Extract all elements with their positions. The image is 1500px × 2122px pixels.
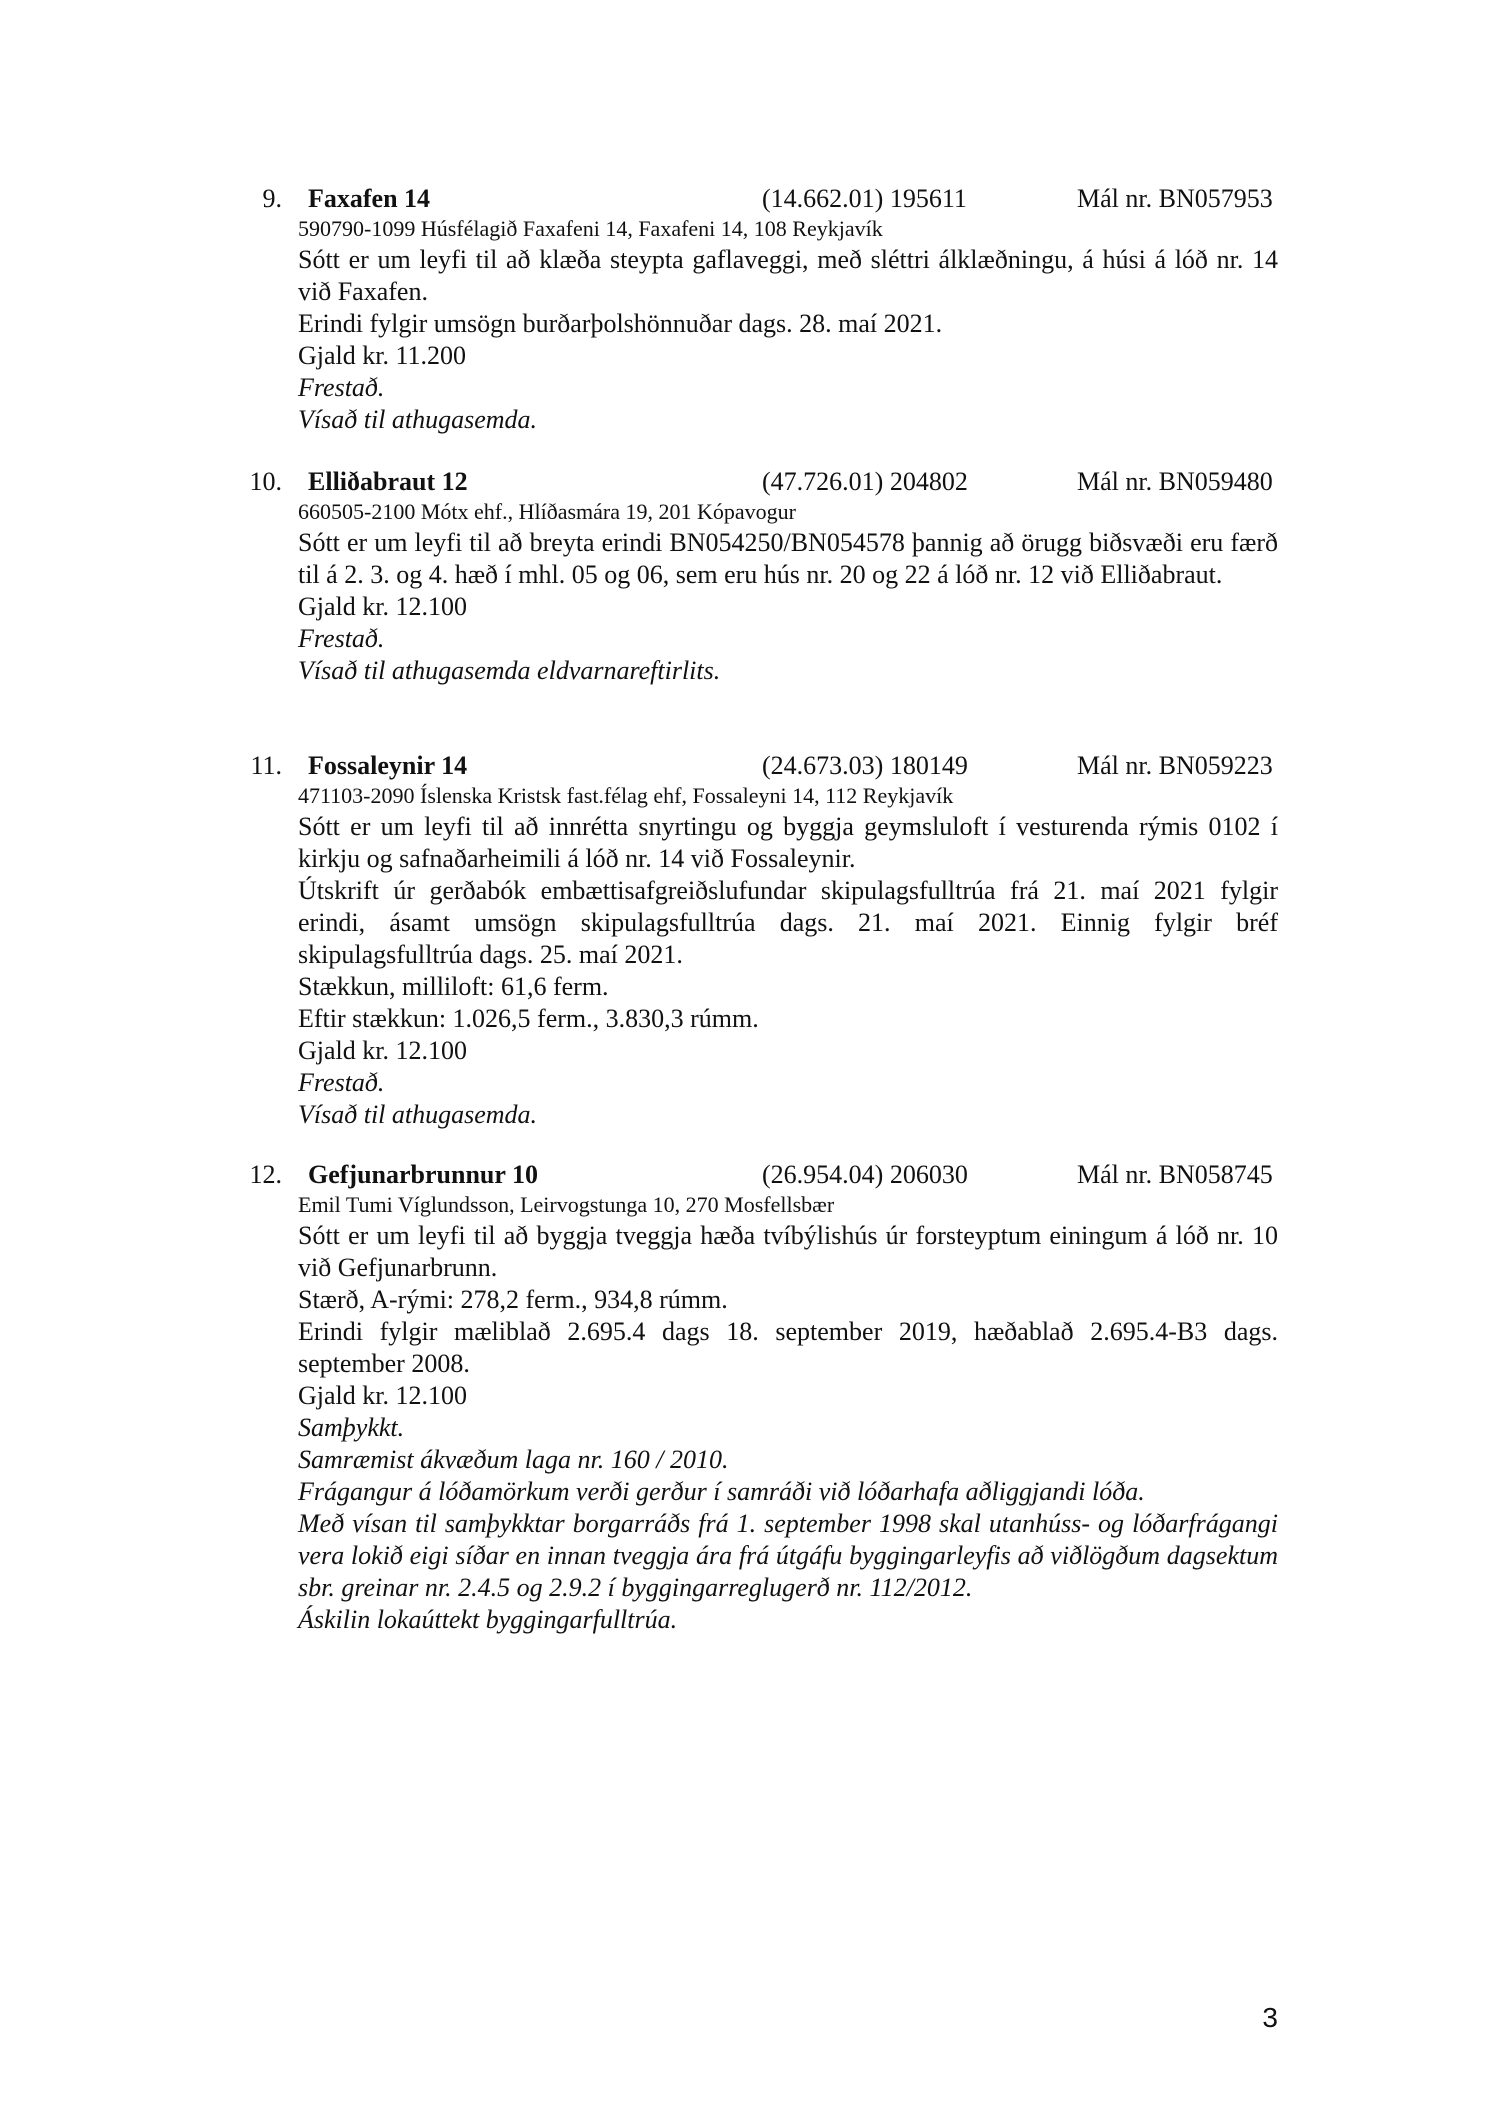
property-title: Gefjunarbrunnur 10: [308, 1160, 538, 1189]
fee-line: Gjald kr. 12.100: [298, 1036, 467, 1065]
entry-body: [298, 811, 1278, 1131]
property-reference: (24.673.03) 180149: [762, 751, 968, 780]
attachment-paragraph: Útskrift úr gerðabók embættisafgreiðslufundar skipulagsfulltrúa frá 21. maí 2021 fylgir erindi, ásamt umsögn skipulagsfulltrúa dags. 21. maí 2021. Einnig fylgir bréf skipulagsfulltrúa dags. 25. maí 2021.: [298, 876, 1278, 969]
description-paragraph: Sótt er um leyfi til að breyta erindi BN054250/BN054578 þannig að örugg biðsvæði eru færð til á 2. 3. og 4. hæð í mhl. 05 og 06, sem eru hús nr. 20 og 22 á lóð nr. 12 við Elliðabraut.: [298, 528, 1278, 589]
decision-line: Áskilin lokaúttekt byggingarfulltrúa.: [298, 1605, 678, 1634]
decision-line: Frestað.: [298, 624, 385, 653]
size-line: Stækkun, milliloft: 61,6 ferm.: [298, 972, 609, 1001]
size-line: Stærð, A-rými: 278,2 ferm., 934,8 rúmm.: [298, 1285, 728, 1314]
description-paragraph: Sótt er um leyfi til að klæða steypta gaflaveggi, með sléttri álklæðningu, á húsi á lóð nr. 14 við Faxafen.: [298, 245, 1278, 306]
property-title: Elliðabraut 12: [308, 467, 468, 496]
entry-body: [298, 244, 1278, 436]
property-reference: (14.662.01) 195611: [762, 184, 967, 213]
entry-number: 11.: [250, 751, 282, 780]
applicant-line: 590790-1099 Húsfélagið Faxafeni 14, Faxafeni 14, 108 Reykjavík: [298, 216, 883, 241]
description-paragraph: Sótt er um leyfi til að innrétta snyrtingu og byggja geymsluloft í vesturenda rýmis 0102 í kirkju og safnaðarheimili á lóð nr. 14 við Fossaleynir.: [298, 812, 1278, 873]
applicant-line: 471103-2090 Íslenska Kristsk fast.félag ehf, Fossaleyni 14, 112 Reykjavík: [298, 783, 954, 808]
size-line: Eftir stækkun: 1.026,5 ferm., 3.830,3 rúmm.: [298, 1004, 759, 1033]
applicant-line: 660505-2100 Mótx ehf., Hlíðasmára 19, 201 Kópavogur: [298, 499, 796, 524]
entry-body: [298, 1220, 1278, 1636]
case-entry-9: [0, 184, 1500, 436]
decision-line: Vísað til athugasemda.: [298, 1100, 538, 1129]
entry-header: [0, 184, 1500, 216]
case-number: Mál nr. BN057953: [1077, 184, 1273, 213]
entry-body: [298, 527, 1278, 687]
case-entry-10: [0, 467, 1500, 687]
decision-line: Samræmist ákvæðum laga nr. 160 / 2010.: [298, 1445, 729, 1474]
applicant-line: Emil Tumi Víglundsson, Leirvogstunga 10, 270 Mosfellsbær: [298, 1192, 835, 1217]
entry-number: 12.: [249, 1160, 282, 1189]
decision-line: Frestað.: [298, 373, 385, 402]
decision-line: Samþykkt.: [298, 1413, 405, 1442]
page-number: 3: [1262, 2002, 1278, 2033]
case-number: Mál nr. BN059223: [1077, 751, 1273, 780]
decision-line: Vísað til athugasemda eldvarnareftirlits.: [298, 656, 721, 685]
decision-line: Vísað til athugasemda.: [298, 405, 538, 434]
property-reference: (26.954.04) 206030: [762, 1160, 968, 1189]
case-entry-12: [0, 1160, 1500, 1636]
entry-header: [0, 467, 1500, 499]
property-reference: (47.726.01) 204802: [762, 467, 968, 496]
entry-header: [0, 751, 1500, 783]
decision-line: Frágangur á lóðamörkum verði gerður í samráði við lóðarhafa aðliggjandi lóða.: [298, 1477, 1145, 1506]
decision-line: Frestað.: [298, 1068, 385, 1097]
description-paragraph: Sótt er um leyfi til að byggja tveggja hæða tvíbýlishús úr forsteyptum einingum á lóð nr. 10 við Gefjunarbrunn.: [298, 1221, 1278, 1282]
entry-header: [0, 1160, 1500, 1192]
fee-line: Gjald kr. 11.200: [298, 341, 467, 370]
case-number: Mál nr. BN059480: [1077, 467, 1273, 496]
property-title: Fossaleynir 14: [308, 751, 468, 780]
entry-number: 10.: [249, 467, 282, 496]
fee-line: Gjald kr. 12.100: [298, 1381, 467, 1410]
entry-number: 9.: [262, 184, 282, 213]
property-title: Faxafen 14: [308, 184, 431, 213]
case-number: Mál nr. BN058745: [1077, 1160, 1273, 1189]
fee-line: Gjald kr. 12.100: [298, 592, 467, 621]
case-entry-11: [0, 751, 1500, 1131]
decision-paragraph: Með vísan til samþykktar borgarráðs frá 1. september 1998 skal utanhúss- og lóðarfrágangi vera lokið eigi síðar en innan tveggja ára frá útgáfu byggingarleyfis að viðlögðum dagsektum sbr. greinar nr. 2.4.5 og 2.9.2 í byggingarreglugerð nr. 112/2012.: [298, 1509, 1278, 1602]
attachment-paragraph: Erindi fylgir umsögn burðarþolshönnuðar dags. 28. maí 2021.: [298, 309, 943, 338]
attachment-paragraph: Erindi fylgir mæliblað 2.695.4 dags 18. september 2019, hæðablað 2.695.4-B3 dags. september 2008.: [298, 1317, 1278, 1378]
